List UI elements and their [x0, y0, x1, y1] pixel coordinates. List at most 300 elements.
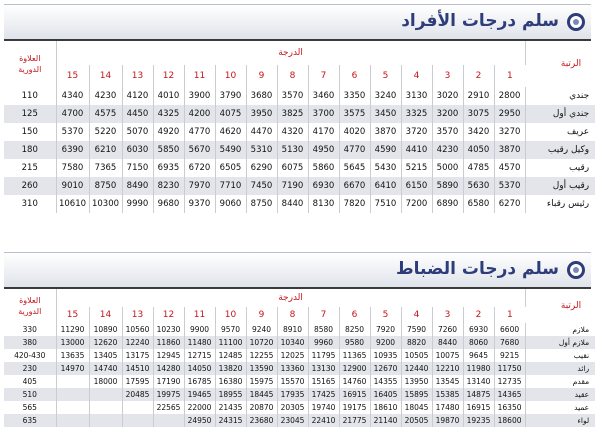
salary-cell: 8230: [153, 177, 184, 195]
individuals-header: [4, 41, 595, 87]
grade-number-header: 1: [506, 310, 513, 320]
salary-cell: 5645: [339, 159, 370, 177]
salary-cell: 4230: [432, 141, 463, 159]
salary-cell: 23680: [246, 414, 277, 427]
salary-cell: 8580: [308, 323, 339, 336]
salary-cell: [89, 401, 122, 414]
salary-cell: 21435: [215, 401, 246, 414]
salary-cell: 4450: [122, 105, 153, 123]
salary-cell: 7190: [277, 177, 308, 195]
salary-cell: 18600: [494, 414, 525, 427]
officers-body: [4, 323, 595, 427]
grade-number-header: 13: [122, 307, 153, 323]
salary-cell: 15570: [277, 375, 308, 388]
allowance-cell: 125: [4, 105, 56, 123]
salary-cell: 12620: [89, 336, 122, 349]
salary-cell: 5630: [463, 177, 494, 195]
grade-number-header: 3: [432, 65, 463, 87]
salary-cell: 6290: [246, 159, 277, 177]
salary-cell: 22410: [308, 414, 339, 427]
salary-cell: 10505: [401, 349, 432, 362]
allowance-cell: 110: [4, 87, 56, 105]
grade-number-header: 13: [122, 65, 153, 87]
salary-cell: [56, 414, 89, 427]
salary-cell: 6890: [432, 195, 463, 213]
salary-cell: 9645: [463, 349, 494, 362]
grade-number-header: 2: [463, 307, 494, 323]
salary-cell: 5000: [432, 159, 463, 177]
salary-cell: 3575: [339, 105, 370, 123]
table-row: [4, 349, 595, 362]
grade-number-header: 14: [89, 65, 122, 87]
grade-number-header: 7: [308, 307, 339, 323]
individuals-table: [4, 41, 595, 213]
salary-cell: 14875: [463, 388, 494, 401]
salary-cell: 16785: [184, 375, 215, 388]
allowance-cell: 215: [4, 159, 56, 177]
table-row: [4, 177, 595, 195]
salary-cell: [153, 414, 184, 427]
salary-cell: 12670: [370, 362, 401, 375]
salary-cell: 14510: [122, 362, 153, 375]
salary-cell: 8440: [432, 336, 463, 349]
salary-cell: 18045: [401, 401, 432, 414]
allowance-cell: 230: [4, 362, 56, 375]
salary-cell: 10610: [56, 195, 89, 213]
salary-cell: 7590: [401, 323, 432, 336]
rank-cell: ملازم: [525, 323, 595, 336]
salary-cell: 5430: [370, 159, 401, 177]
grade-number-header: 12: [153, 65, 184, 87]
salary-cell: 3900: [184, 87, 215, 105]
salary-cell: 20505: [401, 414, 432, 427]
salary-cell: 9240: [246, 323, 277, 336]
salary-cell: 6580: [463, 195, 494, 213]
salary-cell: [56, 375, 89, 388]
salary-cell: 11365: [339, 349, 370, 362]
grade-number-header: 8: [277, 65, 308, 87]
salary-cell: 3450: [370, 105, 401, 123]
salary-cell: 3325: [401, 105, 432, 123]
salary-cell: 4620: [215, 123, 246, 141]
salary-cell: 3570: [277, 87, 308, 105]
salary-cell: 12735: [494, 375, 525, 388]
rank-cell: جندي أول: [525, 105, 595, 123]
salary-cell: 6075: [277, 159, 308, 177]
salary-cell: 7680: [494, 336, 525, 349]
salary-cell: 15165: [308, 375, 339, 388]
salary-cell: 9900: [184, 323, 215, 336]
salary-cell: 3950: [246, 105, 277, 123]
salary-cell: 4075: [215, 105, 246, 123]
rank-header: الرتبة: [560, 59, 582, 69]
salary-cell: 8910: [277, 323, 308, 336]
salary-cell: 13590: [246, 362, 277, 375]
salary-cell: 6935: [153, 159, 184, 177]
salary-cell: [89, 414, 122, 427]
salary-cell: 5890: [432, 177, 463, 195]
grade-number-header: 1: [506, 71, 513, 81]
allowance-cell: 260: [4, 177, 56, 195]
salary-cell: 19740: [308, 401, 339, 414]
salary-cell: 17935: [277, 388, 308, 401]
salary-cell: 2950: [494, 105, 525, 123]
table-row: [4, 375, 595, 388]
salary-cell: 5370: [56, 123, 89, 141]
salary-cell: 14355: [370, 375, 401, 388]
allowance-cell: 420-430: [4, 349, 56, 362]
individuals-body: [4, 87, 595, 213]
table-row: [4, 323, 595, 336]
salary-cell: 14970: [56, 362, 89, 375]
salary-cell: 8130: [308, 195, 339, 213]
salary-cell: 9060: [215, 195, 246, 213]
salary-cell: 5220: [89, 123, 122, 141]
salary-cell: 9570: [215, 323, 246, 336]
salary-cell: 4410: [401, 141, 432, 159]
salary-cell: 4050: [463, 141, 494, 159]
salary-cell: 12900: [339, 362, 370, 375]
salary-cell: 9990: [122, 195, 153, 213]
salary-cell: 8750: [89, 177, 122, 195]
salary-cell: 3130: [401, 87, 432, 105]
salary-cell: 13360: [277, 362, 308, 375]
salary-cell: 7510: [370, 195, 401, 213]
salary-cell: [122, 414, 153, 427]
salary-cell: 24950: [184, 414, 215, 427]
salary-cell: 3075: [463, 105, 494, 123]
salary-cell: 5850: [153, 141, 184, 159]
salary-cell: 14740: [89, 362, 122, 375]
salary-cell: 4325: [153, 105, 184, 123]
salary-cell: 14760: [339, 375, 370, 388]
salary-cell: 15895: [401, 388, 432, 401]
salary-cell: 7970: [184, 177, 215, 195]
salary-cell: 19975: [153, 388, 184, 401]
salary-cell: 5670: [184, 141, 215, 159]
salary-cell: 9010: [56, 177, 89, 195]
salary-cell: [56, 401, 89, 414]
salary-cell: 14050: [184, 362, 215, 375]
salary-cell: 3240: [370, 87, 401, 105]
salary-cell: 9200: [370, 336, 401, 349]
salary-cell: 18445: [246, 388, 277, 401]
salary-cell: 7710: [215, 177, 246, 195]
salary-cell: 11290: [56, 323, 89, 336]
salary-cell: 8750: [246, 195, 277, 213]
salary-cell: 6150: [401, 177, 432, 195]
allowance-header: العلاوة الدورية: [4, 289, 56, 323]
salary-cell: 5070: [122, 123, 153, 141]
salary-cell: 8490: [122, 177, 153, 195]
grade-number-header: 11: [184, 307, 215, 323]
grade-number-header: 15: [56, 65, 89, 87]
salary-cell: 4320: [277, 123, 308, 141]
grade-number-header: 12: [153, 307, 184, 323]
salary-cell: 6210: [89, 141, 122, 159]
rank-cell: رقيب: [525, 159, 595, 177]
salary-cell: 21140: [370, 414, 401, 427]
salary-cell: 4575: [89, 105, 122, 123]
table-row: [4, 87, 595, 105]
grade-number-header: 3: [432, 307, 463, 323]
salary-cell: 10935: [370, 349, 401, 362]
salary-cell: 3700: [308, 105, 339, 123]
salary-cell: 5860: [308, 159, 339, 177]
salary-cell: 14365: [494, 388, 525, 401]
salary-cell: 13000: [56, 336, 89, 349]
salary-cell: 11980: [463, 362, 494, 375]
salary-cell: 10340: [277, 336, 308, 349]
salary-cell: 19175: [339, 401, 370, 414]
salary-cell: 3420: [463, 123, 494, 141]
salary-cell: 12945: [153, 349, 184, 362]
grade-number-header: 9: [246, 307, 277, 323]
rank-cell: عريف: [525, 123, 595, 141]
salary-cell: 16915: [339, 388, 370, 401]
salary-cell: 24315: [215, 414, 246, 427]
salary-cell: 13635: [56, 349, 89, 362]
salary-cell: 12485: [215, 349, 246, 362]
salary-cell: 17480: [432, 401, 463, 414]
salary-cell: 11480: [184, 336, 215, 349]
bullet-ring-icon: [567, 261, 585, 279]
salary-cell: 7580: [56, 159, 89, 177]
allowance-cell: 150: [4, 123, 56, 141]
salary-cell: 6270: [494, 195, 525, 213]
salary-cell: 6505: [215, 159, 246, 177]
rank-cell: رئيس رقباء: [525, 195, 595, 213]
individuals-title-bar: [4, 4, 591, 39]
salary-cell: 7820: [339, 195, 370, 213]
table-row: [4, 195, 595, 213]
salary-cell: 23045: [277, 414, 308, 427]
salary-cell: 10300: [89, 195, 122, 213]
salary-cell: 18610: [370, 401, 401, 414]
salary-cell: 3200: [432, 105, 463, 123]
salary-cell: 3870: [494, 141, 525, 159]
salary-cell: 2800: [494, 87, 525, 105]
salary-cell: 4120: [122, 87, 153, 105]
salary-cell: 6410: [370, 177, 401, 195]
salary-cell: 15975: [246, 375, 277, 388]
rank-cell: نقيب: [525, 349, 595, 362]
allowance-cell: 380: [4, 336, 56, 349]
salary-cell: 9960: [308, 336, 339, 349]
allowance-cell: 310: [4, 195, 56, 213]
salary-cell: 6030: [122, 141, 153, 159]
salary-cell: 19465: [184, 388, 215, 401]
salary-cell: 8060: [463, 336, 494, 349]
salary-cell: 6930: [308, 177, 339, 195]
salary-cell: 17425: [308, 388, 339, 401]
individuals-title: سلم درجات الأفراد: [401, 11, 559, 31]
grade-number-header: 10: [215, 307, 246, 323]
rank-cell: جندي: [525, 87, 595, 105]
grade-number-header: 4: [401, 65, 432, 87]
salary-cell: 12440: [401, 362, 432, 375]
salary-cell: 6600: [494, 323, 525, 336]
salary-cell: 12715: [184, 349, 215, 362]
salary-cell: 10560: [122, 323, 153, 336]
salary-cell: 13175: [122, 349, 153, 362]
salary-cell: 7450: [246, 177, 277, 195]
rank-cell: لواء: [525, 414, 595, 427]
salary-cell: 17190: [153, 375, 184, 388]
salary-cell: 13405: [89, 349, 122, 362]
salary-cell: 9370: [184, 195, 215, 213]
grade-number-header: 14: [89, 307, 122, 323]
grade-number-header: 15: [56, 307, 89, 323]
salary-cell: 3460: [308, 87, 339, 105]
salary-cell: 4785: [463, 159, 494, 177]
salary-cell: 2910: [463, 87, 494, 105]
salary-cell: 15385: [432, 388, 463, 401]
table-row: [4, 141, 595, 159]
rank-cell: رقيب أول: [525, 177, 595, 195]
salary-cell: 13950: [401, 375, 432, 388]
salary-cell: 18955: [215, 388, 246, 401]
salary-cell: 4950: [308, 141, 339, 159]
salary-cell: 4230: [89, 87, 122, 105]
salary-cell: 10230: [153, 323, 184, 336]
officers-scale-section: [4, 252, 591, 444]
salary-cell: 7260: [432, 323, 463, 336]
rank-cell: وكيل رقيب: [525, 141, 595, 159]
salary-cell: 11860: [153, 336, 184, 349]
grade-group-header: الدرجة: [56, 41, 525, 65]
salary-cell: 20305: [277, 401, 308, 414]
grade-number-header: 8: [277, 307, 308, 323]
officers-title: سلم درجات الضباط: [396, 259, 559, 279]
salary-cell: 5370: [494, 177, 525, 195]
salary-cell: 11750: [494, 362, 525, 375]
salary-cell: 7920: [370, 323, 401, 336]
salary-cell: 16380: [215, 375, 246, 388]
grade-number-header: 11: [184, 65, 215, 87]
rank-cell: مقدم: [525, 375, 595, 388]
bullet-ring-icon: [567, 13, 585, 31]
allowance-cell: 330: [4, 323, 56, 336]
salary-cell: 18000: [89, 375, 122, 388]
allowance-cell: 635: [4, 414, 56, 427]
salary-cell: 19235: [463, 414, 494, 427]
salary-cell: 3720: [401, 123, 432, 141]
salary-cell: 8250: [339, 323, 370, 336]
allowance-cell: 180: [4, 141, 56, 159]
grade-group-header: الدرجة: [56, 289, 525, 307]
salary-cell: 11795: [308, 349, 339, 362]
rank-header: الرتبة: [560, 301, 582, 311]
salary-cell: 20870: [246, 401, 277, 414]
salary-cell: 4170: [308, 123, 339, 141]
salary-cell: 5310: [246, 141, 277, 159]
salary-cell: 10890: [89, 323, 122, 336]
salary-cell: 19870: [432, 414, 463, 427]
grade-number-header: 5: [370, 307, 401, 323]
rank-cell: عقيد: [525, 388, 595, 401]
grade-number-header: 7: [308, 65, 339, 87]
grade-number-header: 10: [215, 65, 246, 87]
salary-cell: 10075: [432, 349, 463, 362]
salary-cell: 3020: [432, 87, 463, 105]
salary-cell: 3790: [215, 87, 246, 105]
rank-cell: ملازم أول: [525, 336, 595, 349]
salary-cell: 12025: [277, 349, 308, 362]
allowance-header: العلاوة الدورية: [4, 41, 56, 87]
individuals-scale-section: [4, 4, 591, 226]
salary-cell: 4340: [56, 87, 89, 105]
allowance-cell: 405: [4, 375, 56, 388]
salary-cell: 11100: [215, 336, 246, 349]
salary-cell: 13140: [463, 375, 494, 388]
salary-cell: 3680: [246, 87, 277, 105]
table-row: [4, 336, 595, 349]
allowance-cell: 510: [4, 388, 56, 401]
salary-cell: 3870: [370, 123, 401, 141]
salary-cell: 14280: [153, 362, 184, 375]
salary-cell: 4770: [184, 123, 215, 141]
salary-cell: 12240: [122, 336, 153, 349]
salary-cell: 3825: [277, 105, 308, 123]
salary-cell: 4570: [494, 159, 525, 177]
salary-cell: 16405: [370, 388, 401, 401]
officers-table: [4, 289, 595, 427]
salary-cell: 5130: [277, 141, 308, 159]
salary-cell: 8440: [277, 195, 308, 213]
salary-cell: 4770: [339, 141, 370, 159]
salary-cell: 6720: [184, 159, 215, 177]
grade-number-header: 4: [401, 307, 432, 323]
salary-cell: 13820: [215, 362, 246, 375]
rank-cell: عميد: [525, 401, 595, 414]
salary-cell: 9215: [494, 349, 525, 362]
salary-cell: 4920: [153, 123, 184, 141]
salary-cell: 13130: [308, 362, 339, 375]
salary-cell: 3570: [432, 123, 463, 141]
rank-cell: رائد: [525, 362, 595, 375]
salary-cell: 4700: [56, 105, 89, 123]
table-row: [4, 414, 595, 427]
salary-cell: [122, 401, 153, 414]
allowance-cell: 565: [4, 401, 56, 414]
table-row: [4, 123, 595, 141]
salary-cell: 17595: [122, 375, 153, 388]
salary-cell: 5490: [215, 141, 246, 159]
salary-cell: 4470: [246, 123, 277, 141]
salary-cell: 6930: [463, 323, 494, 336]
salary-cell: 5215: [401, 159, 432, 177]
salary-cell: 3270: [494, 123, 525, 141]
grade-number-header: 5: [370, 65, 401, 87]
officers-header: [4, 289, 595, 323]
salary-cell: 22565: [153, 401, 184, 414]
salary-cell: 13545: [432, 375, 463, 388]
officers-title-bar: [4, 252, 591, 287]
salary-cell: 8820: [401, 336, 432, 349]
salary-cell: 20485: [122, 388, 153, 401]
table-row: [4, 401, 595, 414]
salary-cell: 12255: [246, 349, 277, 362]
salary-cell: 3350: [339, 87, 370, 105]
table-row: [4, 105, 595, 123]
salary-cell: 21775: [339, 414, 370, 427]
grade-number-header: 6: [339, 65, 370, 87]
salary-cell: 6670: [339, 177, 370, 195]
salary-cell: 7150: [122, 159, 153, 177]
grade-number-header: 9: [246, 65, 277, 87]
salary-cell: 16915: [463, 401, 494, 414]
